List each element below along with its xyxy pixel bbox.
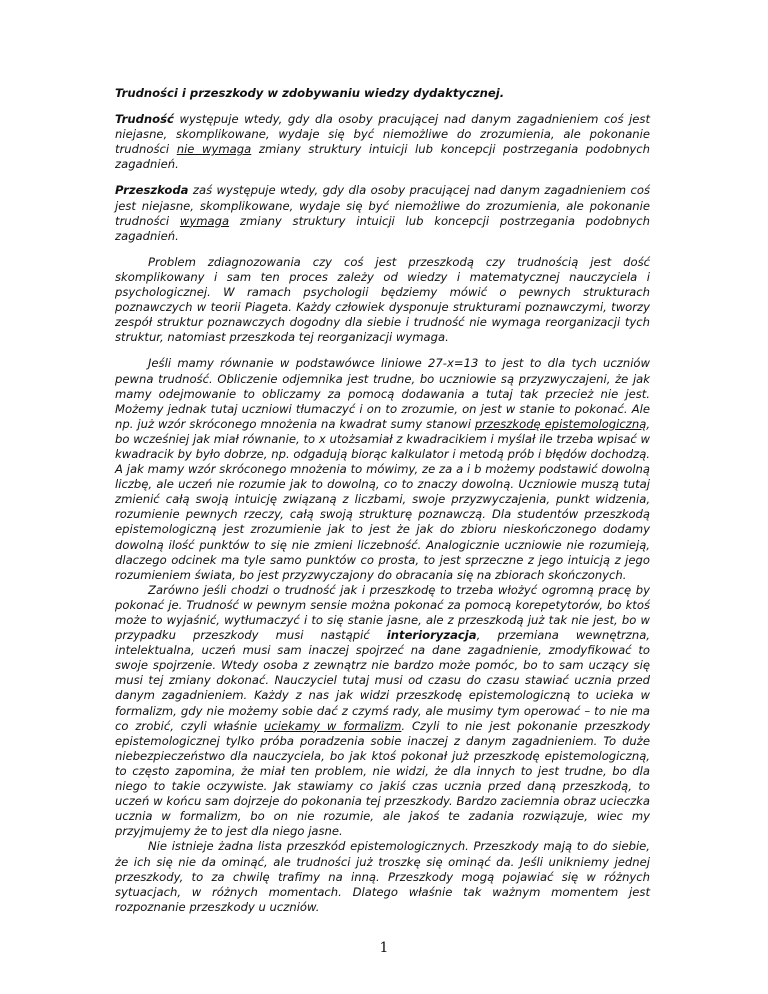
page-number: 1	[379, 940, 389, 956]
underlined-wymaga: wymaga	[179, 213, 230, 228]
paragraph-example-equation: Jeśli mamy równanie w podstawówce liniowe 27-x=13 to jest to dla tych uczniów pewna trudność. Obliczenie odjemnika jest trudne, bo uczniowie są przyzwyczajeni, że jak mamy odejmowanie to obliczamy za pomocą dodawania a tutaj tak przecież nie jest. Możemy jednak tutaj uczniowi tłumaczyć i on to zrozumie, on jest w stanie to pokonać. Ale np. już wzór skróconego mnożenia na kwadrat sumy stanowi przeszkodę epistemologiczną, bo wcześniej jak miał równanie, to x utożsamiał z kwadracikiem i myślał ile trzeba wpisać w kwadracik by było dobrze, np. odgadują biorąc kalkulator i metodą prób i błędów dochodzą. A jak mamy wzór skróconego mnożenia to mówimy, ze za a i b możemy podstawić dowolną liczbę, ale uczeń nie rozumie jak to dowolną, co to znaczy dowolną. Uczniowie muszą tutaj zmienić całą swoją intuicję związaną z liczbami, swoje przyzwyczajenia, punkt widzenia, rozumienie pewnych rzeczy, całą swoją strukturę poznawczą. Dla studentów przeszkodą epistemologiczną jest zrozumienie jak to jest że jak do zbioru nieskończonego dodamy dowolną ilość punktów to się nie zmieni liczebność. Analogicznie uczniowie nie rozumieją, dlaczego odcinek ma tyle samo punktów co prosta, to jest sprzeczne z jego intuicją z jego rozumieniem świata, bo jest przyzwyczajony do obracania się na zbiorach skończonych.	[115, 356, 650, 582]
underlined-nie-wymaga: nie wymaga	[176, 142, 252, 157]
paragraph-diagnosis: Problem zdiagnozowania czy coś jest przeszkodą czy trudnością jest dość skomplikowany i sam ten proces zależy od wiedzy i matematycznej nauczyciela i psychologicznej. W ramach psychologii będziemy mówić o pewnych strukturach poznawczych w teorii Piageta. Każdy człowiek dysponuje strukturami poznawczymi, tworzy zespół struktur poznawczych dogodny dla siebie i trudność nie wymaga reorganizacji tych struktur, natomiast przeszkoda tej reorganizacji wymaga.	[115, 254, 650, 345]
paragraph-overcoming: Zarówno jeśli chodzi o trudność jak i przeszkodę to trzeba włożyć ogromną pracę by pokonać je. Trudność w pewnym sensie można pokonać za pomocą korepetytorów, bo ktoś może to wyjaśnić, wytłumaczyć i to się stanie jasne, ale z przeszkodą już tak nie jest, bo w przypadku przeszkody musi nastąpić interioryzacja, przemiana wewnętrzna, intelektualna, uczeń musi sam inaczej spojrzeć na dane zagadnienie, zmodyfikować to swoje spojrzenie. Wtedy osoba z zewnątrz nie bardzo może pomóc, bo to sam uczący się musi tej zmiany dokonać. Nauczyciel tutaj musi od czasu do czasu stawiać ucznia przed danym zagadnieniem. Każdy z nas jak widzi przeszkodę epistemologiczną to ucieka w formalizm, gdy nie możemy sobie dać z czymś rady, ale musimy tym operować – to nie ma co zrobić, czyli właśnie uciekamy w formalizm. Czyli to nie jest pokonanie przeszkody epistemologicznej tylko próba poradzenia sobie inaczej z danym zagadnieniem. To duże niebezpieczeństwo dla nauczyciela, bo jak ktoś pokonał już przeszkodę epistemologiczną, to często zapomina, że miał ten problem, nie widzi, że dla innych to jest trudne, bo dla niego to takie oczywiste. Jak stawiamy co jakiś czas ucznia przed daną przeszkodą, to uczeń w końcu sam dojrzeje do pokonania tej przeszkody. Bardzo zaciemnia obraz ucieczka ucznia w formalizm, bo on nie rozumie, ale jakoś te zadania rozwiązuje, wiec my przyjmujemy że to jest dla niego jasne.	[115, 582, 650, 839]
term-przeszkoda: Przeszkoda	[115, 183, 189, 198]
paragraph-trudnosc-definition: Trudność występuje wtedy, gdy dla osoby pracującej nad danym zagadnieniem coś jest niejasne, skomplikowane, wydaje się być niemożliwe do zrozumienia, ale pokonanie trudności nie wymaga zmiany struktury intuicji lub koncepcji postrzegania podobnych zagadnień.	[115, 112, 650, 172]
paragraph-no-list: Nie istnieje żadna lista przeszkód epistemologicznych. Przeszkody mają to do siebie, że ich się nie da ominąć, ale trudności już troszkę się ominąć da. Jeśli unikniemy jednej przeszkody, to za chwilę trafimy na inną. Przeszkody mogą pojawiać się w różnych sytuacjach, w różnych momentach. Dlatego właśnie tak ważnym momentem jest rozpoznanie przeszkody u uczniów.	[115, 839, 650, 914]
underlined-uciekamy-w-formalizm: uciekamy w formalizm	[263, 718, 402, 733]
term-interioryzacja: interioryzacja	[386, 628, 477, 643]
paragraph-przeszkoda-definition: Przeszkoda zaś występuje wtedy, gdy dla osoby pracującej nad danym zagadnieniem coś jest niejasne, skomplikowane, wydaje się być niemożliwe do zrozumienia, ale pokonanie trudności wymaga zmiany struktury intuicji lub koncepcji postrzegania podobnych zagadnień.	[115, 183, 650, 243]
underlined-przeszkode-epistemologiczna: przeszkodę epistemologiczną	[474, 416, 647, 431]
document-body	[115, 86, 650, 915]
term-trudnosc: Trudność	[115, 112, 174, 127]
document-title: Trudności i przeszkody w zdobywaniu wiedzy dydaktycznej.	[115, 86, 505, 100]
